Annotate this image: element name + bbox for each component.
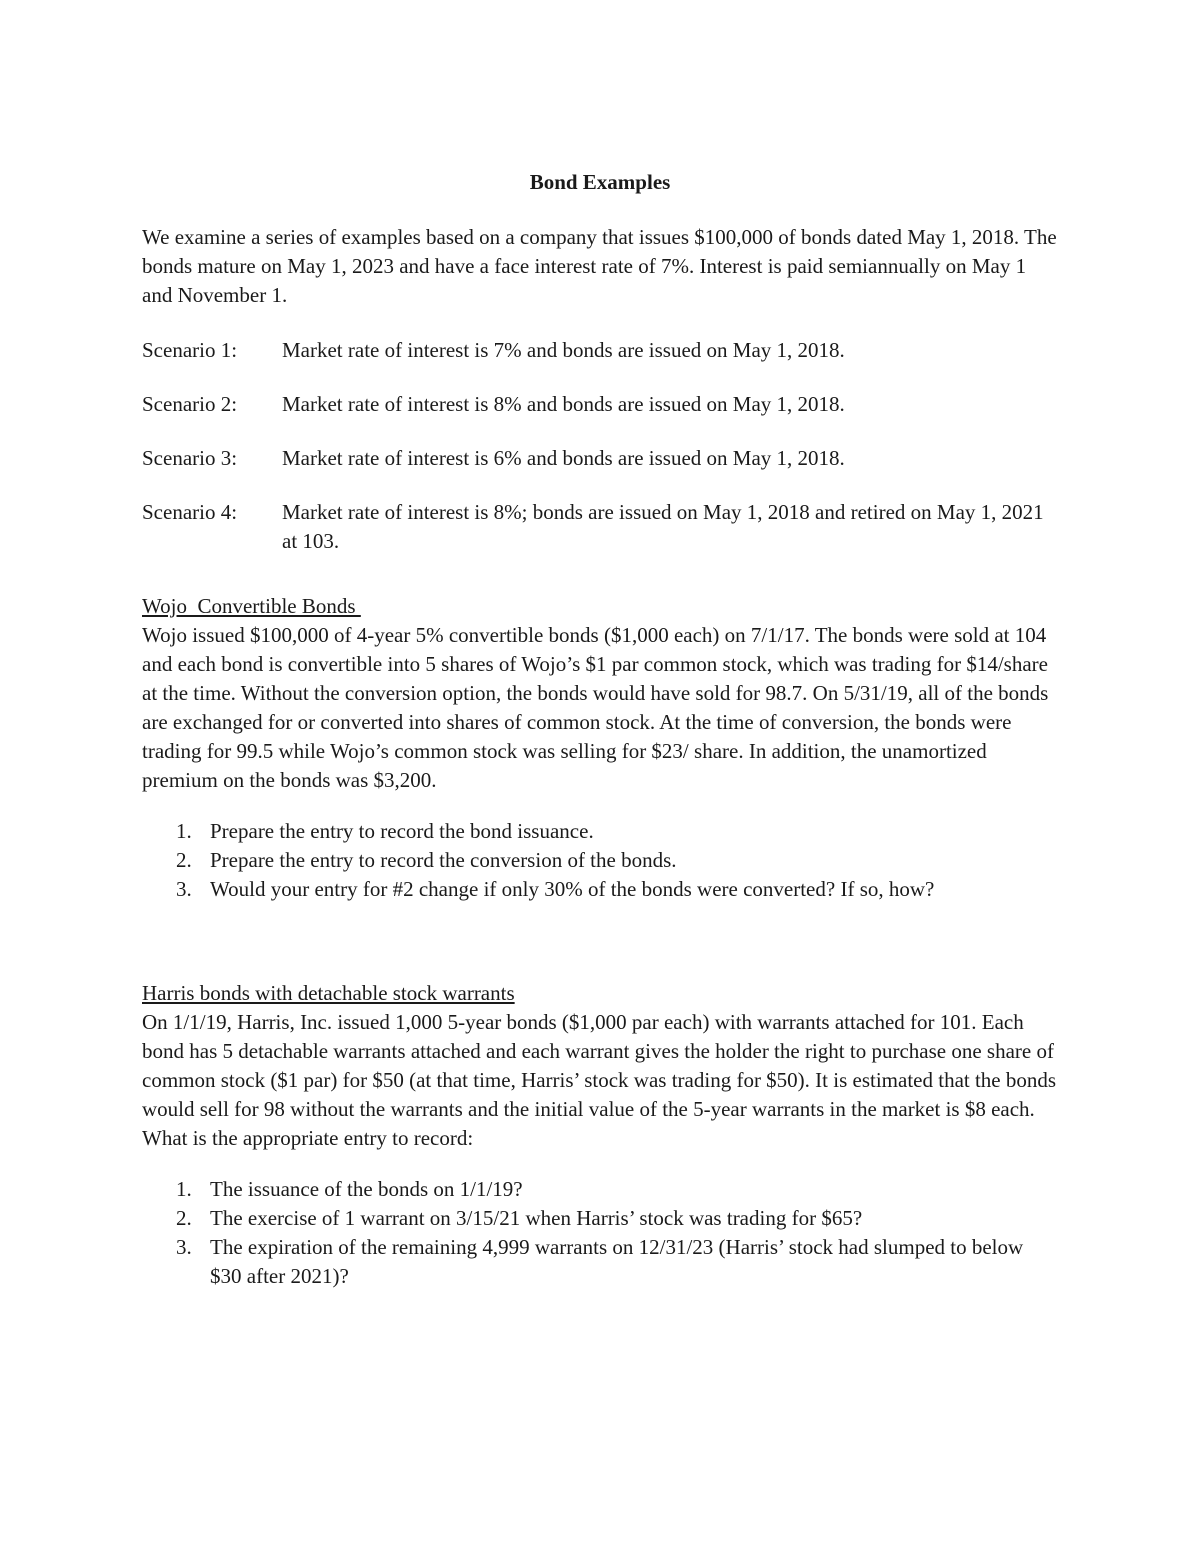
list-item — [142, 875, 1058, 904]
list-item-number: 3. — [176, 877, 192, 901]
document-page — [142, 168, 1058, 1291]
intro-paragraph: We examine a series of examples based on a company that issues $100,000 of bonds dated May 1, 2018. The bonds mature on May 1, 2023 and have a face interest rate of 7%. Interest is paid semiannually on May 1 and November 1. — [142, 225, 1057, 307]
document-title: Bond Examples — [529, 170, 671, 194]
list-item-text: The issuance of the bonds on 1/1/19? — [210, 1177, 523, 1201]
scenario-label: Scenario 4: — [142, 500, 238, 524]
list-item — [142, 1204, 1058, 1233]
scenario-row — [142, 390, 1058, 419]
list-item-text: Would your entry for #2 change if only 30% of the bonds were converted? If so, how? — [210, 877, 935, 901]
scenario-row — [142, 444, 1058, 473]
harris-question-list — [142, 1175, 1058, 1291]
list-item — [142, 817, 1058, 846]
scenario-text: Market rate of interest is 8%; bonds are issued on May 1, 2018 and retired on May 1, 2021 at 103. — [282, 500, 1044, 553]
harris-section-heading: Harris bonds with detachable stock warrants — [142, 981, 515, 1005]
list-item-text: Prepare the entry to record the bond issuance. — [210, 819, 594, 843]
list-item-number: 2. — [176, 848, 192, 872]
list-item — [142, 846, 1058, 875]
list-item-number: 3. — [176, 1235, 192, 1259]
list-item-number: 2. — [176, 1206, 192, 1230]
list-item — [142, 1233, 1058, 1291]
harris-section-body: On 1/1/19, Harris, Inc. issued 1,000 5-year bonds ($1,000 par each) with warrants attached for 101. Each bond has 5 detachable warrants attached and each warrant gives the holder the right to purchase one share of common stock ($1 par) for $50 (at that time, Harris’ stock was trading for $50). It is estimated that the bonds would sell for 98 without the warrants and the initial value of the 5-year warrants in the market is $8 each. What is the appropriate entry to record: — [142, 1010, 1057, 1150]
list-item-text: The expiration of the remaining 4,999 warrants on 12/31/23 (Harris’ stock had slumped to below $30 after 2021)? — [210, 1235, 1024, 1288]
wojo-section-body: Wojo issued $100,000 of 4-year 5% convertible bonds ($1,000 each) on 7/1/17. The bonds were sold at 104 and each bond is convertible into 5 shares of Wojo’s $1 par common stock, which was trading for $14/share at the time. Without the conversion option, the bonds would have sold for 98.7. On 5/31/19, all of the bonds are exchanged for or converted into shares of common stock. At the time of conversion, the bonds were trading for 99.5 while Wojo’s common stock was selling for $23/ share. In addition, the unamortized premium on the bonds was $3,200. — [142, 623, 1049, 792]
scenario-label: Scenario 1: — [142, 338, 238, 362]
scenario-label: Scenario 3: — [142, 446, 238, 470]
scenario-text: Market rate of interest is 6% and bonds are issued on May 1, 2018. — [282, 446, 845, 470]
scenario-label: Scenario 2: — [142, 392, 238, 416]
wojo-question-list — [142, 817, 1058, 904]
scenario-row — [142, 498, 1058, 556]
list-item-number: 1. — [176, 1177, 192, 1201]
scenario-text: Market rate of interest is 8% and bonds are issued on May 1, 2018. — [282, 392, 845, 416]
list-item-text: The exercise of 1 warrant on 3/15/21 when Harris’ stock was trading for $65? — [210, 1206, 863, 1230]
list-item-number: 1. — [176, 819, 192, 843]
list-item — [142, 1175, 1058, 1204]
wojo-section-heading: Wojo Convertible Bonds — [142, 594, 361, 618]
scenario-text: Market rate of interest is 7% and bonds are issued on May 1, 2018. — [282, 338, 845, 362]
list-item-text: Prepare the entry to record the conversion of the bonds. — [210, 848, 677, 872]
scenario-row — [142, 336, 1058, 365]
